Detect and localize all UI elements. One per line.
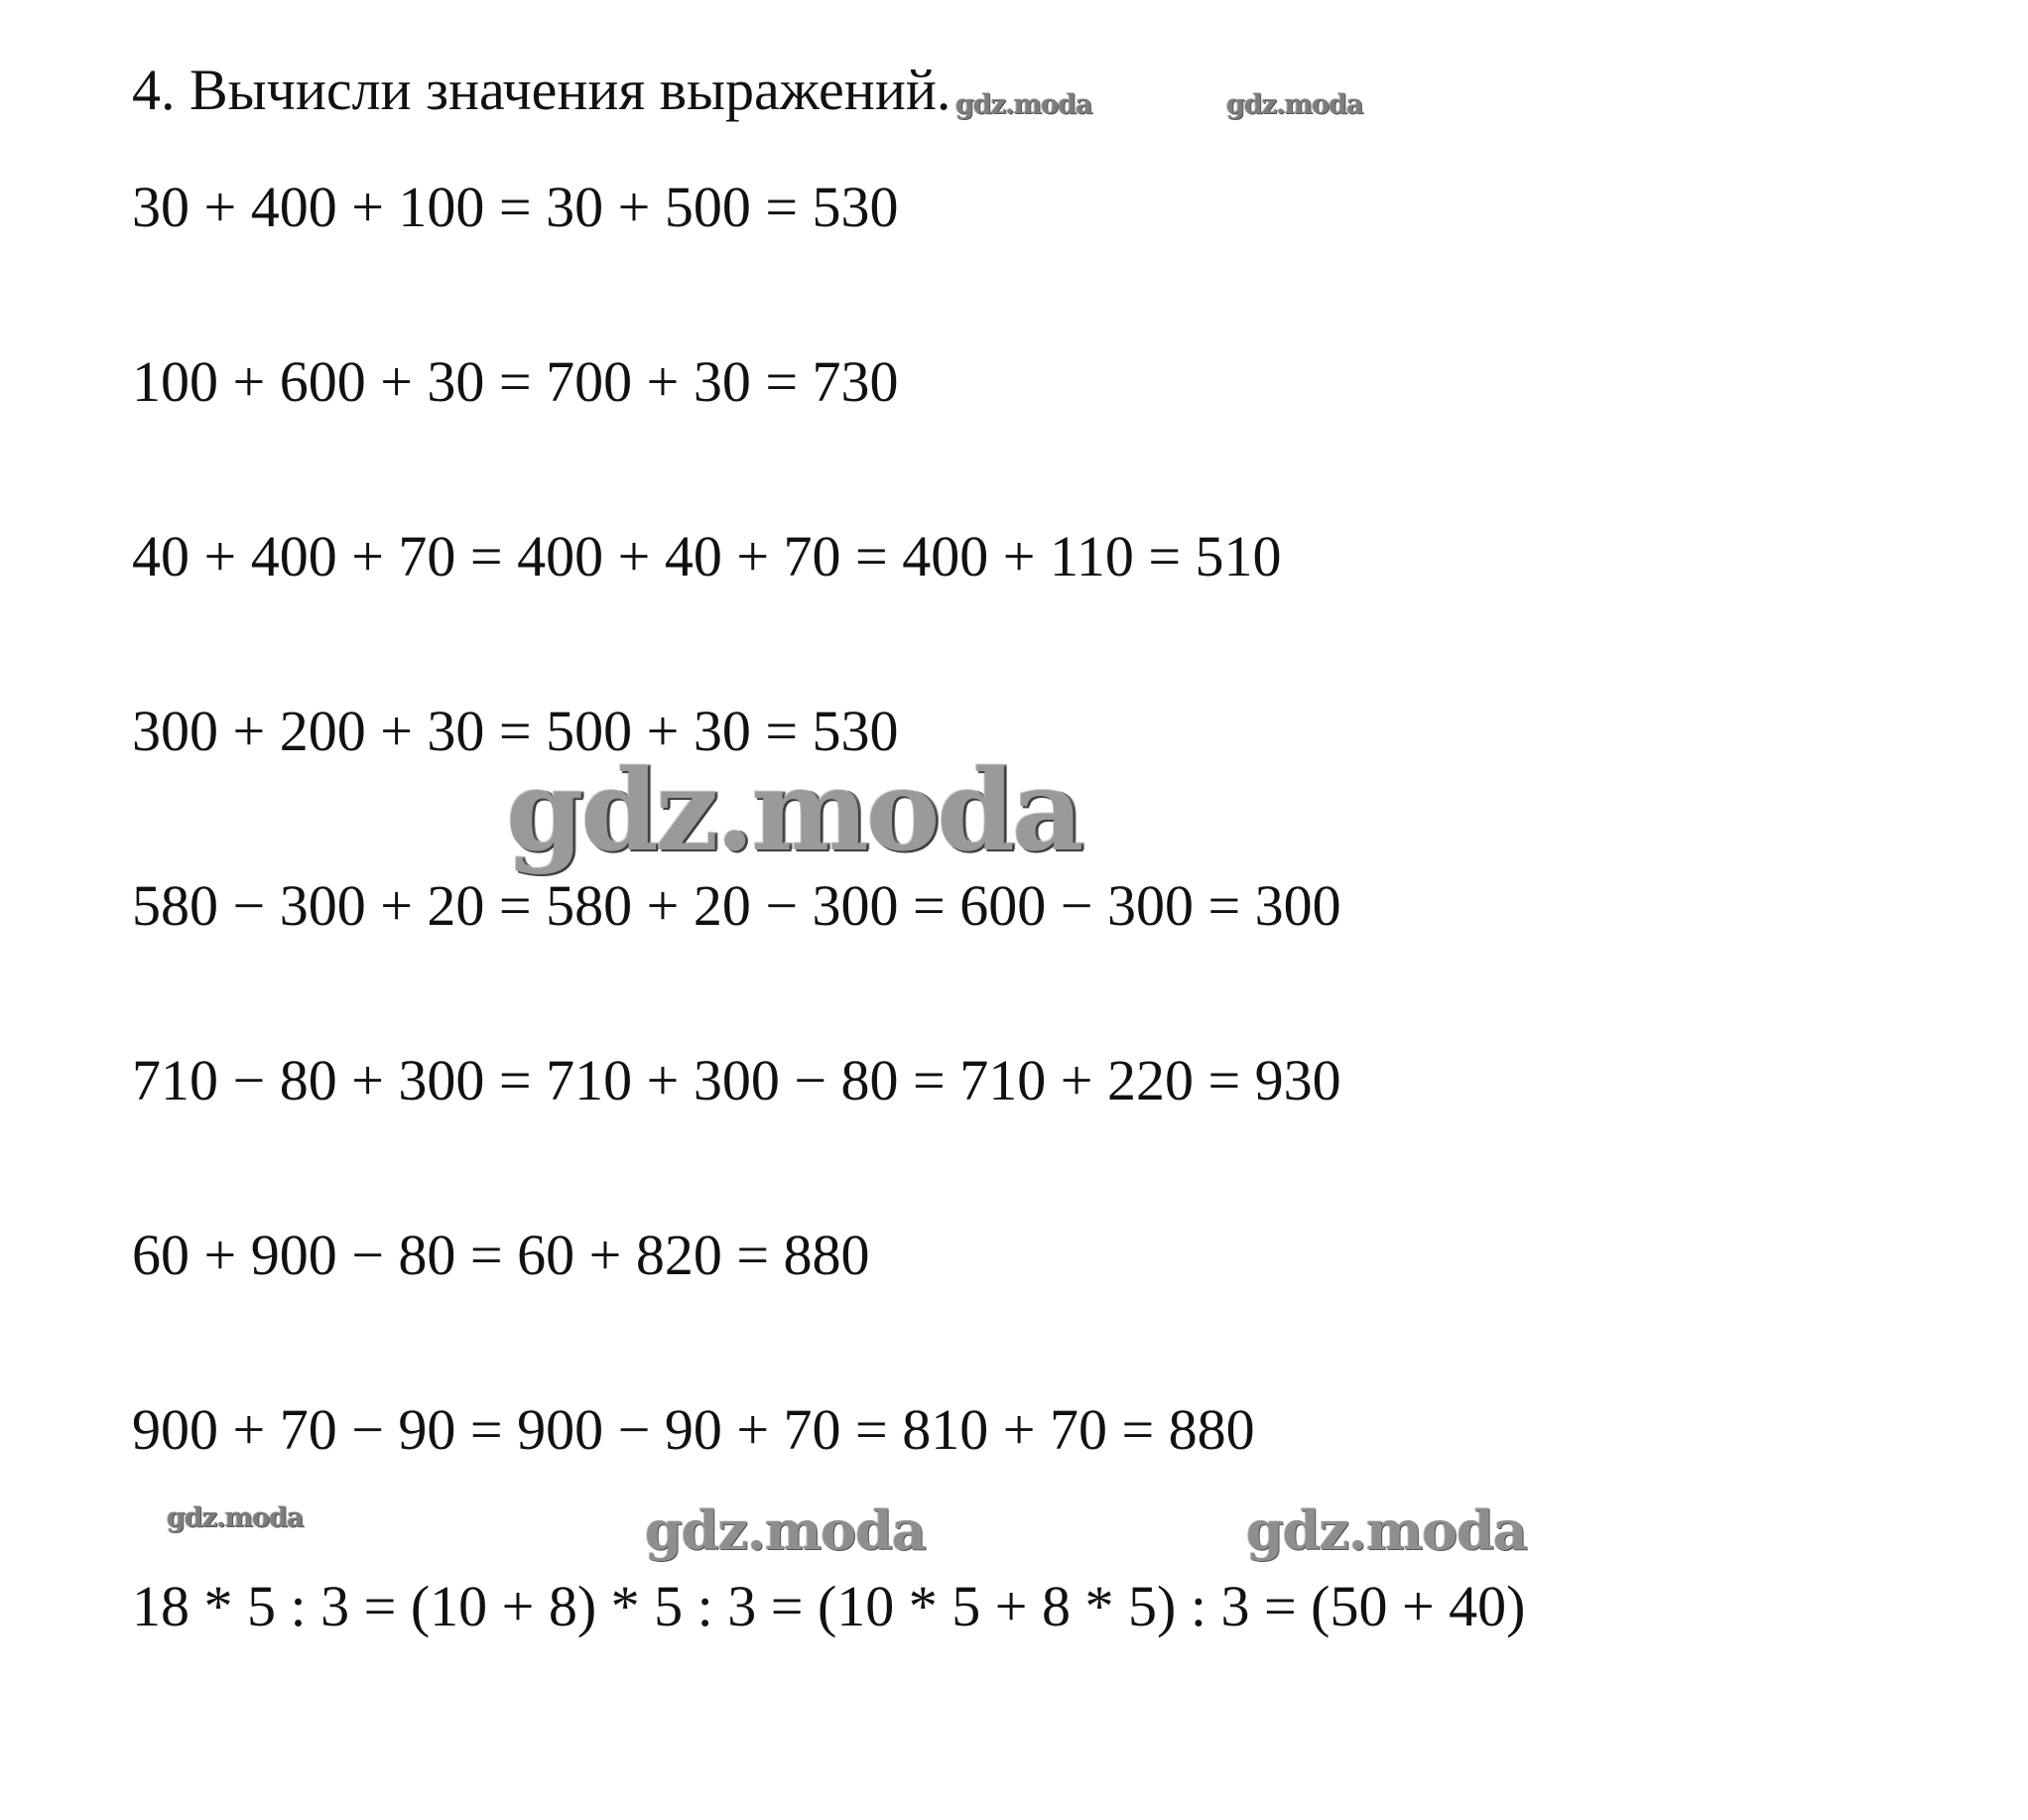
watermark-logo: gdz.moda [1226, 89, 1363, 120]
expression-line: 900 + 70 − 90 = 900 − 90 + 70 = 810 + 70 = 880 [132, 1397, 1255, 1462]
expression-line: 580 − 300 + 20 = 580 + 20 − 300 = 600 − 300 = 300 [132, 873, 1341, 938]
expression-line: 40 + 400 + 70 = 400 + 40 + 70 = 400 + 110 = 510 [132, 524, 1282, 588]
expression-line: 300 + 200 + 30 = 500 + 30 = 530 [132, 699, 899, 763]
watermark-logo: gdz.moda [645, 1498, 926, 1562]
expression-line: 60 + 900 − 80 = 60 + 820 = 880 [132, 1223, 870, 1287]
task-title: 4. Вычисли значения выражений. [132, 58, 951, 122]
expression-line: 100 + 600 + 30 = 700 + 30 = 730 [132, 349, 899, 414]
watermark-logo: gdz.moda [506, 746, 1081, 876]
watermark-logo: gdz.moda [167, 1502, 304, 1533]
watermark-logo: gdz.moda [955, 89, 1092, 120]
expression-line: 18 * 5 : 3 = (10 + 8) * 5 : 3 = (10 * 5 + 8 * 5) : 3 = (50 + 40) [132, 1574, 1526, 1638]
expression-line: 30 + 400 + 100 = 30 + 500 = 530 [132, 175, 899, 239]
watermark-logo: gdz.moda [1246, 1498, 1527, 1562]
expression-line: 710 − 80 + 300 = 710 + 300 − 80 = 710 + 220 = 930 [132, 1048, 1341, 1112]
